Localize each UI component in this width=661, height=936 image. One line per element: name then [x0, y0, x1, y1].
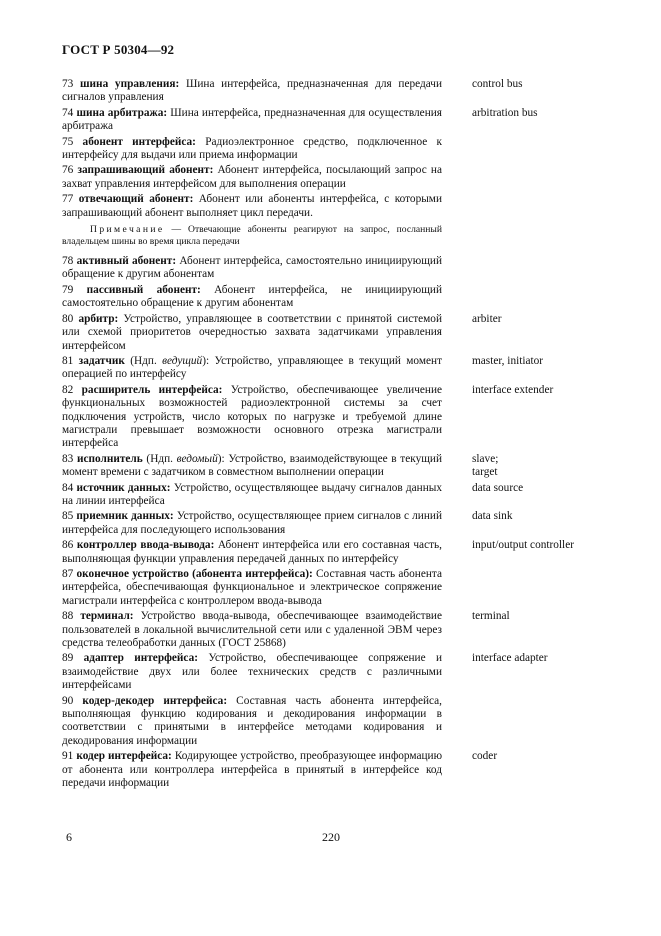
english-equivalent — [472, 78, 622, 105]
term-number: 88 — [62, 610, 74, 623]
english-equivalent — [472, 193, 622, 220]
term-body — [62, 355, 442, 382]
term-name: оконечное устройство (абонента интерфейса): — [76, 568, 313, 580]
english-term: data sink — [472, 510, 513, 523]
term-number: 81 — [62, 354, 74, 367]
term-number: 82 — [62, 383, 74, 396]
term-name: шина управления: — [80, 78, 180, 90]
term-name: источник данных: — [76, 481, 171, 494]
english-equivalent — [472, 510, 622, 537]
term-number: 87 — [62, 568, 74, 580]
term-entry — [62, 695, 622, 749]
page-number: 220 — [322, 830, 340, 844]
english-equivalent — [472, 164, 622, 191]
term-name: пассивный абонент: — [86, 283, 201, 296]
english-term: control bus — [472, 78, 523, 90]
english-term: interface adapter — [472, 652, 548, 665]
footer-left-number: 6 — [66, 830, 72, 844]
term-entry — [62, 78, 622, 105]
term-entry — [62, 107, 622, 134]
term-entry — [62, 384, 622, 451]
term-definition: Устройство ввода-вывода, обеспечивающее взаимодействие пользователей в локальной вычислительной сети или с удаленной ЭВМ через средства телеобработки данных (ГОСТ 25868) — [62, 610, 442, 650]
term-name: адаптер интерфейса: — [83, 652, 198, 665]
term-number: 79 — [62, 283, 74, 296]
english-equivalent — [472, 284, 622, 311]
term-definition: Абонент или абоненты интерфейса, с которыми запрашивающий абонент выполняет цикл передачи. — [62, 193, 442, 219]
term-definition: Устройство, осуществляющее выдачу сигналов данных на линии интерфейса — [62, 481, 442, 507]
term-definition-prefix: (Ндп. — [142, 452, 177, 465]
term-name: приемник данных: — [76, 510, 174, 523]
term-definition: Устройство, управляющее в соответствии с принятой системой или схемой приоритетов очередностью захвата задатчиками управления интерфейсом — [62, 312, 443, 352]
note-text: — Отвечающие абоненты реагируют на запрос, посланный владельцем шины во время цикла передачи — [62, 224, 442, 248]
page-header: ГОСТ Р 50304—92 — [62, 42, 175, 57]
english-equivalent — [472, 255, 622, 282]
term-definition: Устройство, обеспечивающее увеличение функциональных возможностей радиоэлектронной системы за счет подключения устройств, число которых по нагрузке и требуемой длине магистрали превышает возможности основного отрезка магистрали интерфейса — [62, 383, 443, 450]
term-definition: Устройство, обеспечивающее сопряжение и взаимодействие двух или более технических средств с различными интерфейсами — [62, 652, 442, 692]
term-definition: Составная часть абонента интерфейса, обеспечивающая функциональное и электрическое сопряжение магистрали интерфейса с контроллером ввода-вывода — [62, 568, 443, 607]
deprecated-term: ведомый — [176, 452, 218, 465]
english-term: target — [472, 466, 498, 479]
term-number: 83 — [62, 452, 74, 465]
term-entry — [62, 482, 622, 509]
term-body — [62, 313, 442, 353]
english-equivalent — [472, 355, 622, 382]
english-term: input/output controller — [472, 539, 574, 552]
term-entry — [62, 255, 622, 282]
term-number: 73 — [62, 78, 74, 90]
term-number: 74 — [62, 106, 74, 119]
term-body — [62, 453, 442, 480]
term-entry — [62, 164, 622, 191]
english-term: interface extender — [472, 383, 554, 396]
term-definition: Абонент интерфейса, посылающий запрос на захват управления интерфейсом для выполнения операции — [62, 164, 442, 190]
term-entry — [62, 510, 622, 537]
term-body — [62, 164, 442, 191]
term-name: арбитр: — [78, 312, 119, 325]
term-group-2 — [62, 255, 622, 790]
english-equivalent — [472, 313, 622, 353]
term-number: 86 — [62, 539, 74, 552]
term-name: шина арбитража: — [76, 106, 168, 119]
term-name: задатчик — [78, 354, 125, 367]
english-equivalent — [472, 136, 622, 163]
term-number: 75 — [62, 135, 74, 148]
term-number: 91 — [62, 750, 74, 763]
term-entry — [62, 313, 622, 353]
term-body — [62, 136, 442, 163]
term-entry — [62, 453, 622, 480]
english-equivalent — [472, 384, 622, 451]
term-number: 89 — [62, 652, 74, 665]
term-body — [62, 750, 442, 790]
term-definition: Устройство, осуществляющее прием сигналов с линий интерфейса для последующего использования — [62, 510, 442, 536]
term-name: контроллер ввода-вывода: — [76, 539, 215, 552]
english-equivalent — [472, 750, 622, 790]
term-name: абонент интерфейса: — [82, 135, 196, 148]
term-definition: Составная часть абонента интерфейса, выполняющая функцию кодирования и декодирования информации в соответствии с принятыми в интерфейсе методами кодирования и декодирования информации — [62, 694, 442, 747]
term-list — [62, 78, 622, 793]
term-entry — [62, 136, 622, 163]
term-body — [62, 610, 442, 650]
note — [62, 224, 442, 248]
term-entry — [62, 568, 622, 608]
term-entry — [62, 610, 622, 650]
term-name: запрашивающий абонент: — [77, 164, 214, 177]
term-name: терминал: — [80, 610, 134, 623]
english-equivalent — [472, 453, 622, 480]
term-body — [62, 193, 442, 220]
english-equivalent — [472, 695, 622, 749]
term-name: кодер-декодер интерфейса: — [82, 694, 228, 707]
term-definition: Шина интерфейса, предназначенная для осуществления арбитража — [62, 106, 442, 133]
term-definition: Абонент интерфейса, не инициирующий самостоятельно обращение к другим абонентам — [62, 283, 443, 310]
term-body — [62, 652, 442, 692]
english-term: data source — [472, 481, 524, 494]
term-group-1 — [62, 78, 622, 220]
term-definition: Абонент интерфейса или его составная часть, выполняющая функции управления передачей данных по интерфейсу — [62, 539, 442, 565]
term-name: расширитель интерфейса: — [81, 383, 223, 396]
term-definition: ): Устройство, взаимодействующее в текущий момент времени с задатчиком в совместном выполнении операции — [62, 452, 443, 479]
deprecated-term: ведущий — [162, 354, 203, 367]
english-term: slave; — [472, 452, 499, 465]
term-body — [62, 78, 442, 105]
term-entry — [62, 750, 622, 790]
term-number: 84 — [62, 481, 74, 494]
term-definition: Кодирующее устройство, преобразующее информацию от абонента или контроллера интерфейса в принятый в интерфейсе код передачи информации — [62, 750, 443, 790]
english-equivalent — [472, 107, 622, 134]
term-body — [62, 284, 442, 311]
term-body — [62, 568, 442, 608]
term-definition-prefix: (Ндп. — [124, 354, 163, 367]
term-number: 80 — [62, 312, 74, 325]
term-number: 85 — [62, 510, 74, 523]
term-number: 90 — [62, 694, 74, 707]
term-definition: Шина интерфейса, предназначенная для передачи сигналов управления — [62, 78, 443, 104]
english-equivalent — [472, 482, 622, 509]
english-term: master, initiator — [472, 354, 544, 367]
english-equivalent — [472, 568, 622, 608]
term-body — [62, 255, 442, 282]
term-entry — [62, 355, 622, 382]
term-body — [62, 384, 442, 451]
english-equivalent — [472, 539, 622, 566]
term-entry — [62, 193, 622, 220]
term-entry — [62, 652, 622, 692]
english-term: arbitration bus — [472, 106, 538, 119]
english-equivalent — [472, 652, 622, 692]
term-body — [62, 482, 442, 509]
term-definition: Радиоэлектронное средство, подключенное к интерфейсу для выдачи или приема информации — [62, 135, 443, 162]
term-entry — [62, 284, 622, 311]
note-label: Примечание — [90, 224, 165, 236]
term-name: исполнитель — [76, 452, 143, 465]
english-equivalent — [472, 610, 622, 650]
term-definition: Абонент интерфейса, самостоятельно инициирующий обращение к другим абонентам — [62, 255, 442, 281]
term-body — [62, 107, 442, 134]
term-number: 76 — [62, 164, 74, 177]
term-number: 78 — [62, 255, 74, 268]
term-name: отвечающий абонент: — [78, 193, 194, 206]
term-body — [62, 510, 442, 537]
term-name: кодер интерфейса: — [76, 750, 172, 763]
term-body — [62, 695, 442, 749]
english-term: terminal — [472, 610, 510, 623]
term-number: 77 — [62, 193, 74, 206]
term-body — [62, 539, 442, 566]
term-definition: ): Устройство, управляющее в текущий момент операцией по интерфейсу — [62, 354, 443, 381]
term-entry — [62, 539, 622, 566]
term-name: активный абонент: — [76, 255, 177, 268]
english-term: coder — [472, 750, 498, 763]
english-term: arbiter — [472, 312, 502, 325]
